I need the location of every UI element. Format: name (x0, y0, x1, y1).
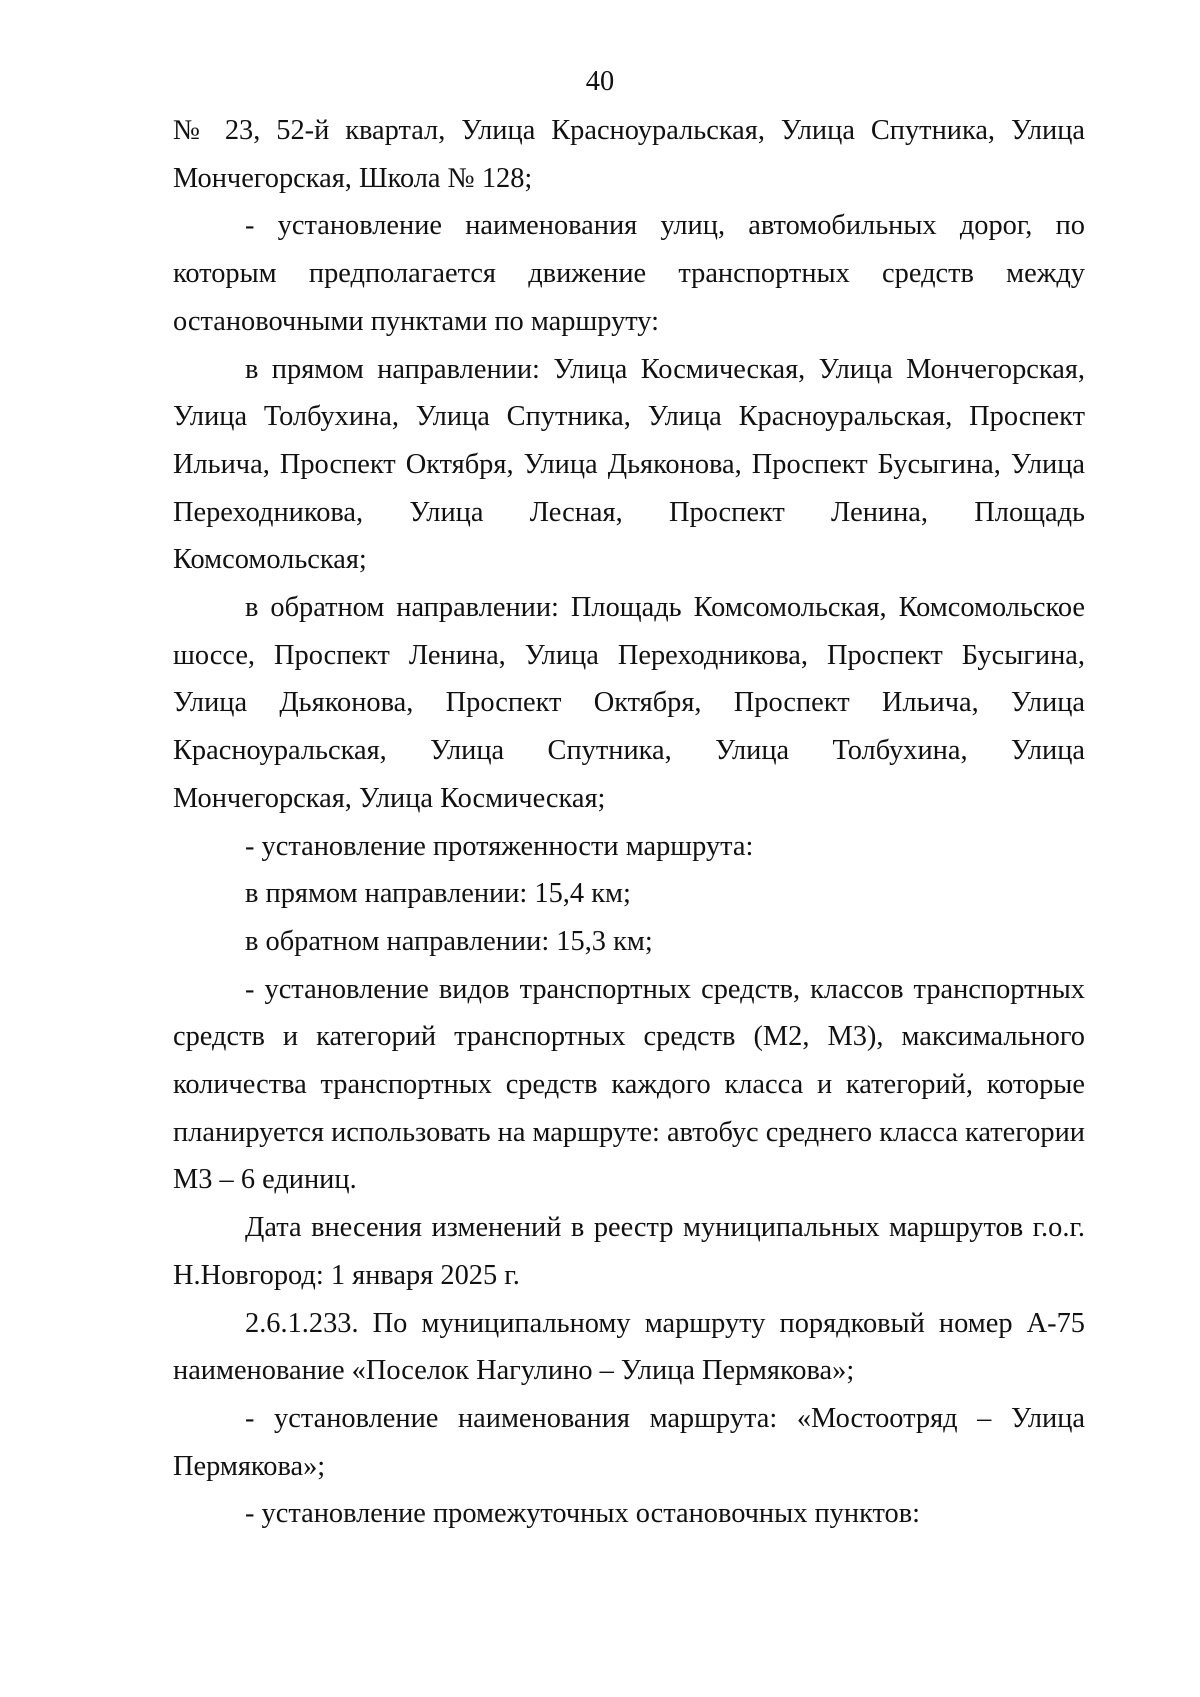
vehicle-types-paragraph: - установление видов транспортных средств, классов транспортных средств и категорий транспортных средств (М2, М3), максимального количества транспортных средств каждого класса и категорий, которые планируется использовать на маршруте: автобус среднего класса категории М3 – 6 единиц. (173, 973, 1085, 1196)
reverse-direction-streets: в обратном направлении: Площадь Комсомольская, Комсомольское шоссе, Проспект Ленина, Улица Переходникова, Проспект Бусыгина, Улица Дьяконова, Проспект Октября, Проспект Ильича, Улица Красноуральская, Улица Спутника, Улица Толбухина, Улица Мончегорская, Улица Космическая; (173, 592, 1085, 814)
street-names-heading: - установление наименования улиц, автомобильных дорог, по которым предполагается движение транспортных средств между остановочными пунктами по маршруту: (173, 210, 1085, 337)
forward-route-length: в прямом направлении: 15,4 км; (245, 878, 631, 910)
route-section-heading: 2.6.1.233. По муниципальному маршруту порядковый номер А-75 наименование «Поселок Нагулино – Улица Пермякова»; (173, 1307, 1085, 1387)
route-stops-continuation: № 23, 52-й квартал, Улица Красноуральская, Улица Спутника, Улица Мончегорская, Школа № 128; (173, 115, 1085, 194)
route-length-heading: - установление протяженности маршрута: (245, 830, 754, 862)
intermediate-stops-heading: - установление промежуточных остановочных пунктов: (245, 1498, 921, 1530)
registry-change-date: Дата внесения изменений в реестр муниципальных маршрутов г.о.г. Н.Новгород: 1 января 2025 г. (173, 1212, 1085, 1291)
forward-direction-streets: в прямом направлении: Улица Космическая, Улица Мончегорская, Улица Толбухина, Улица Спутника, Улица Красноуральская, Проспект Ильича, Проспект Октября, Улица Дьяконова, Проспект Бусыгина, Улица Переходникова, Улица Лесная, Проспект Ленина, Площадь Комсомольская; (173, 353, 1085, 576)
document-body (173, 107, 1085, 1538)
reverse-route-length: в обратном направлении: 15,3 км; (245, 925, 653, 957)
page-number: 40 (585, 66, 615, 97)
route-name-paragraph: - установление наименования маршрута: «Мостоотряд – Улица Пермякова»; (173, 1402, 1085, 1482)
